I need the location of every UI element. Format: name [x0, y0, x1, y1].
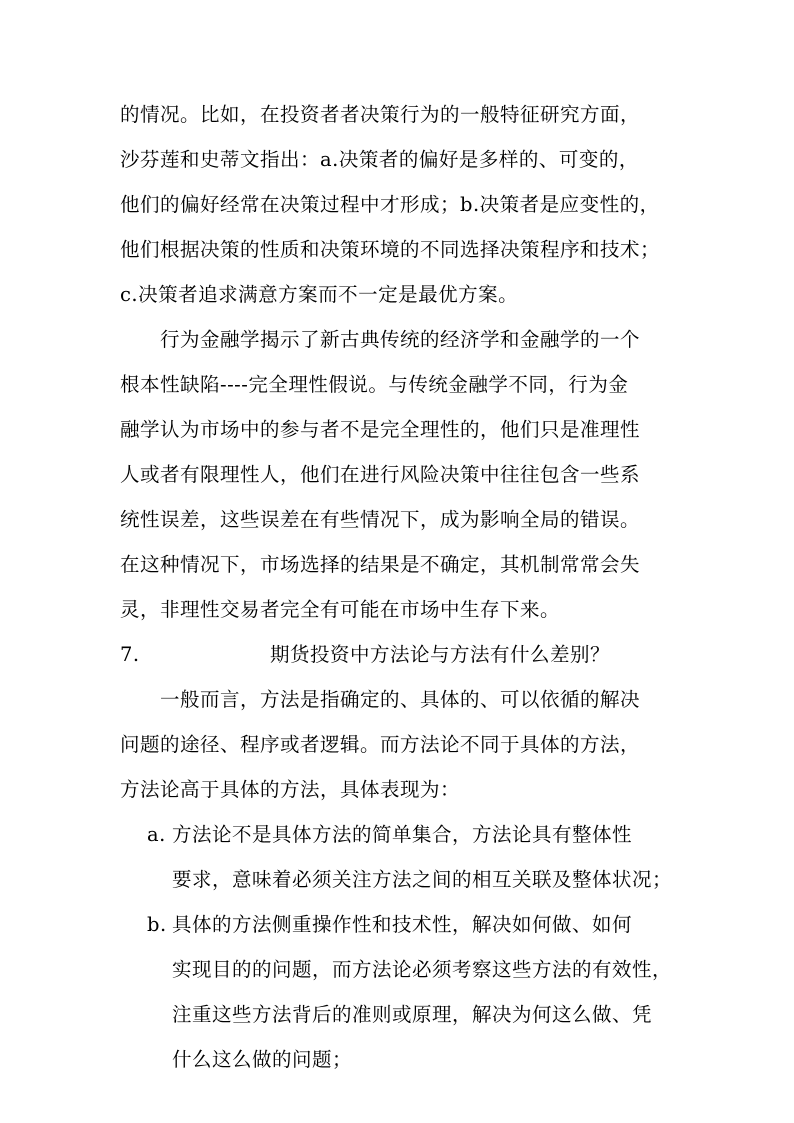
question-number: 7. [120, 643, 140, 666]
list-b-line-4: 什么这么做的问题； [172, 1048, 353, 1071]
list-a-marker: a. [147, 823, 166, 846]
paragraph1-line-2: 沙芬莲和史蒂文指出：a.决策者的偏好是多样的、可变的， [120, 148, 639, 171]
paragraph1-line-5: c.决策者追求满意方案而不一定是最优方案。 [120, 283, 519, 306]
list-a-line-1: 方法论不是具体方法的简单集合，方法论具有整体性 [172, 823, 633, 846]
paragraph2-line-3: 融学认为市场中的参与者不是完全理性的，他们只是准理性 [120, 418, 641, 441]
question-text: 期货投资中方法论与方法有什么差别？ [270, 643, 611, 666]
paragraph2-line-4: 人或者有限理性人，他们在进行风险决策中往往包含一些系 [120, 463, 641, 486]
paragraph2-line-2: 根本性缺陷----完全理性假说。与传统金融学不同，行为金 [120, 373, 629, 396]
paragraph2-line-1: 行为金融学揭示了新古典传统的经济学和金融学的一个 [160, 328, 641, 351]
paragraph3-line-3: 方法论高于具体的方法，具体表现为： [120, 778, 461, 801]
list-b-line-1: 具体的方法侧重操作性和技术性，解决如何做、如何 [172, 913, 633, 936]
paragraph3-line-1: 一般而言，方法是指确定的、具体的、可以依循的解决 [160, 688, 641, 711]
paragraph2-line-5: 统性误差，这些误差在有些情况下，成为影响全局的错误。 [120, 508, 641, 531]
paragraph1-line-3: 他们的偏好经常在决策过程中才形成；b.决策者是应变性的， [120, 193, 660, 216]
paragraph1-line-4: 他们根据决策的性质和决策环境的不同选择决策程序和技术； [120, 238, 661, 261]
list-b-marker: b. [147, 913, 167, 936]
paragraph2-line-6: 在这种情况下，市场选择的结果是不确定，其机制常常会失 [120, 553, 641, 576]
list-a-line-2: 要求，意味着必须关注方法之间的相互关联及整体状况； [172, 868, 673, 891]
paragraph1-line-1: 的情况。比如，在投资者者决策行为的一般特征研究方面， [120, 103, 641, 126]
paragraph2-line-7: 灵，非理性交易者完全有可能在市场中生存下来。 [120, 598, 561, 621]
list-b-line-3: 注重这些方法背后的准则或原理，解决为何这么做、凭 [172, 1003, 653, 1026]
list-b-line-2: 实现目的的问题，而方法论必须考察这些方法的有效性， [172, 958, 673, 981]
paragraph3-line-2: 问题的途径、程序或者逻辑。而方法论不同于具体的方法， [120, 733, 641, 756]
